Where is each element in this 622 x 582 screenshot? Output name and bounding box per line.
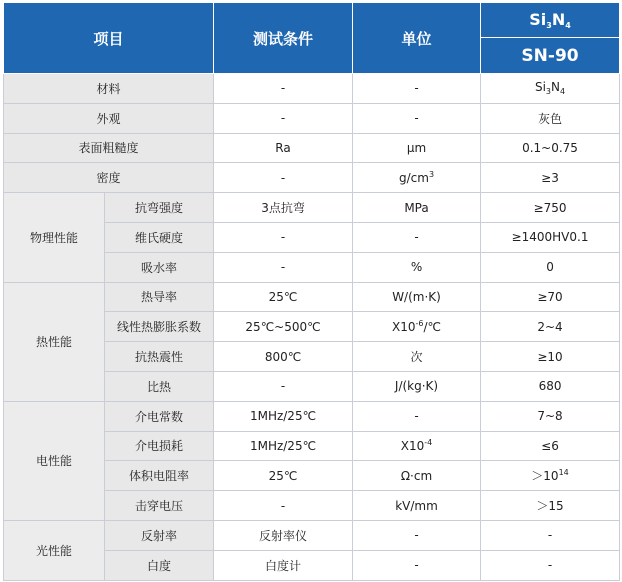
cell-condition: 800℃ [214,342,353,372]
cell-condition: 白度计 [214,550,353,580]
cell-unit: J/(kg·K) [353,371,481,401]
cell-unit: - [353,222,481,252]
row-label: 抗弯强度 [105,193,214,223]
cell-value: ＞15 [481,491,620,521]
header-item: 项目 [4,3,214,74]
cell-value: ≥1400HV0.1 [481,222,620,252]
table-row [4,133,620,163]
group-label-physical: 物理性能 [4,193,105,282]
cell-condition: - [214,74,353,104]
row-label: 抗热震性 [105,342,214,372]
row-label: 比热 [105,371,214,401]
row-label: 外观 [4,103,214,133]
row-label: 维氏硬度 [105,222,214,252]
cell-condition: - [214,163,353,193]
row-label: 体积电阻率 [105,461,214,491]
cell-unit: $g/cm^3$ [353,163,481,193]
row-label: 表面粗糙度 [4,133,214,163]
row-label: 吸水率 [105,252,214,282]
cell-condition: - [214,252,353,282]
header-unit: 单位 [353,3,481,74]
group-label-electrical: 电性能 [4,401,105,520]
cell-condition: 1MHz/25℃ [214,401,353,431]
row-label: 材料 [4,74,214,104]
cell-unit: kV/mm [353,491,481,521]
cell-value: ≥70 [481,282,620,312]
cell-value: ≤6 [481,431,620,461]
row-label: 击穿电压 [105,491,214,521]
cell-condition: 25℃~500℃ [214,312,353,342]
cell-condition: 3点抗弯 [214,193,353,223]
cell-value: ≥10 [481,342,620,372]
cell-value: 2~4 [481,312,620,342]
header-test-condition: 测试条件 [214,3,353,74]
table-row [4,401,620,431]
cell-value: - [481,550,620,580]
group-label-optical: 光性能 [4,520,105,580]
cell-unit: - [353,520,481,550]
cell-unit: 次 [353,342,481,372]
cell-condition: - [214,491,353,521]
cell-value: - [481,520,620,550]
table-row [4,193,620,223]
table-row [4,520,620,550]
cell-unit: μm [353,133,481,163]
cell-unit: - [353,74,481,104]
row-label: 线性热膨胀系数 [105,312,214,342]
row-label: 白度 [105,550,214,580]
cell-value: 0 [481,252,620,282]
cell-unit: Ω·cm [353,461,481,491]
cell-value: ≥3 [481,163,620,193]
cell-condition: - [214,222,353,252]
cell-condition: Ra [214,133,353,163]
cell-unit: MPa [353,193,481,223]
row-label: 热导率 [105,282,214,312]
cell-unit: $X10^{-6}/℃$ [353,312,481,342]
cell-unit: - [353,103,481,133]
cell-condition: 反射率仪 [214,520,353,550]
row-label: 介电常数 [105,401,214,431]
table-row [4,103,620,133]
cell-condition: - [214,371,353,401]
group-label-thermal: 热性能 [4,282,105,401]
table-row [4,74,620,104]
cell-unit: - [353,550,481,580]
header-grade: SN-90 [481,38,620,74]
cell-condition: - [214,103,353,133]
header-material: $Si_3N_4$ [481,3,620,38]
cell-value: ≥750 [481,193,620,223]
cell-condition: 25℃ [214,461,353,491]
properties-table [3,2,620,581]
cell-condition: 1MHz/25℃ [214,431,353,461]
table-row [4,163,620,193]
row-label: 反射率 [105,520,214,550]
cell-condition: 25℃ [214,282,353,312]
cell-unit: % [353,252,481,282]
cell-value: 灰色 [481,103,620,133]
cell-value: 7~8 [481,401,620,431]
cell-unit: W/(m·K) [353,282,481,312]
table-row [4,282,620,312]
cell-unit: $X10^{-4}$ [353,431,481,461]
cell-value: 0.1~0.75 [481,133,620,163]
row-label: 密度 [4,163,214,193]
cell-value: $Si_3N_4$ [481,74,620,104]
cell-value: $>10^{14}$ [481,461,620,491]
cell-unit: - [353,401,481,431]
row-label: 介电损耗 [105,431,214,461]
cell-value: 680 [481,371,620,401]
